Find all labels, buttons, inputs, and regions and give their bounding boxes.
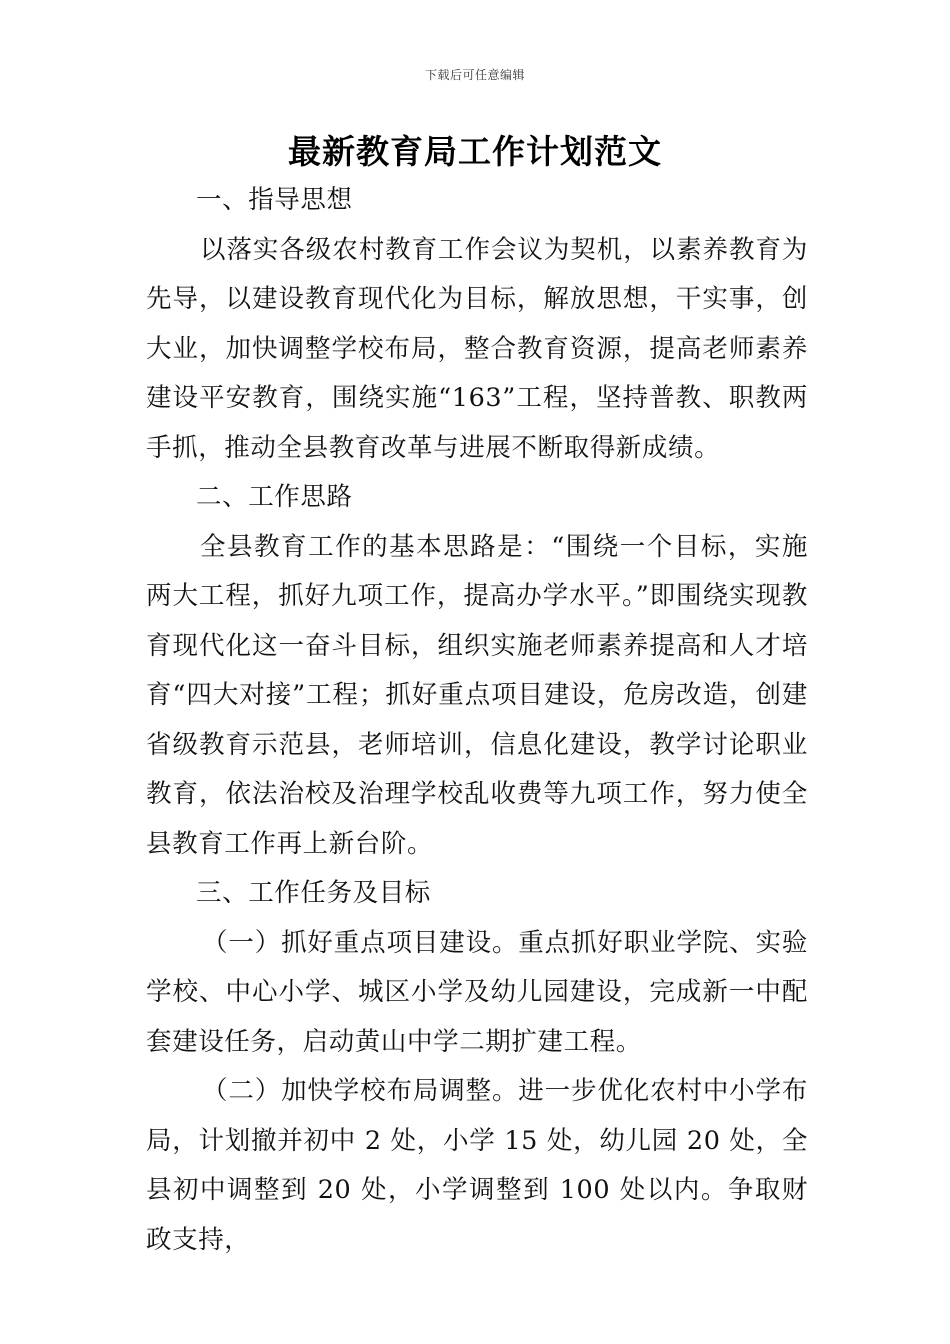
header-note: 下载后可任意编辑 [424,68,525,82]
section-heading-tasks-and-goals: 三、工作任务及目标 [196,878,431,908]
paragraph-guiding-ideology: 以落实各级农村教育工作会议为契机，以素养教育为先导，以建设教育现代化为目标，解放思想，干实事，创大业，加快调整学校布局，整合教育资源，提高老师素养建设平安教育，围绕实施“163”工程，坚持普教、职教两手抓，推动全县教育改革与进展不断取得新成绩。 [146,234,808,463]
section-heading-work-approach: 二、工作思路 [196,482,353,512]
paragraph-school-layout: （二）加快学校布局调整。进一步优化农村中小学布局，计划撤并初中 2 处，小学 15 处，幼儿园 20 处，全县初中调整到 20 处，小学调整到 100 处以内。争取财政支持， [146,1076,808,1255]
paragraph-work-approach: 全县教育工作的基本思路是：“围绕一个目标，实施两大工程，抓好九项工作，提高办学水平。”即围绕实现教育现代化这一奋斗目标，组织实施老师素养提高和人才培育“四大对接”工程；抓好重点项目建设，危房改造，创建省级教育示范县，老师培训，信息化建设，教学讨论职业教育，依法治校及治理学校乱收费等九项工作，努力使全县教育工作再上新台阶。 [146,531,808,859]
section-heading-guiding-ideology: 一、指导思想 [196,185,353,215]
document-body [146,176,808,1265]
document-title: 最新教育局工作计划范文 [288,132,662,171]
paragraph-key-projects: （一）抓好重点项目建设。重点抓好职业学院、实验学校、中心小学、城区小学及幼儿园建设，完成新一中配套建设任务，启动黄山中学二期扩建工程。 [146,927,808,1057]
